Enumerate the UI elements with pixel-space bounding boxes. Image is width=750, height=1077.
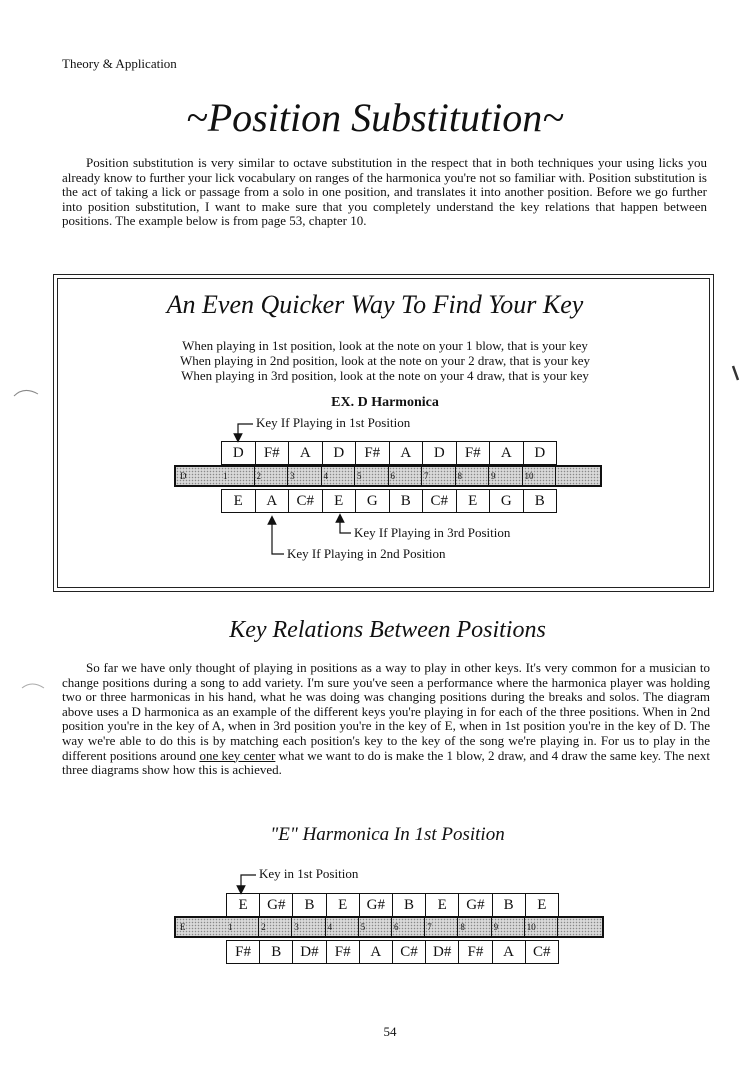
page-number: 54 (383, 1024, 397, 1039)
d-draw-note-6: B (390, 489, 424, 513)
label-key-3rd: Key If Playing in 3rd Position (354, 525, 511, 540)
e-hole-number-5: 5 (359, 918, 392, 936)
e-draw-note-10: C# (526, 940, 559, 964)
margin-mark-left-top (14, 390, 38, 396)
e-hole-number-2: 2 (259, 918, 292, 936)
d-hole-number-1: 1 (221, 467, 255, 485)
d-hole-number-8: 8 (456, 467, 490, 485)
section-text-1: So far we have only thought of playing in positions as a way to play in other keys. It's very common for a musician to change positions during a song to add variety. I'm sure you've seen a performance where the harmonica player was holding two or three harmonicas in his hand, what he was doing was changing positions during the breaks and solos. The diagram above uses a D harmonica as an example of the different keys you're playing in for each of the three positions. When in 2nd position you're in the key of A, when in 3rd position you're in the key of E, when in 1st position you're in the key of D. The way we're able to do this is by matching each position's key to the key of the song we're playing in. For us to play in the different positions around (62, 660, 710, 763)
d-blow-note-9: A (490, 441, 524, 465)
arrow-key-2nd (272, 520, 284, 554)
one-key-center-underlined: one key center (199, 747, 276, 763)
instruction-line-1st: When playing in 1st position, look at the note on your 1 blow, that is your key (182, 338, 588, 353)
e-hole-number-8: 8 (458, 918, 491, 936)
arrow-e-key-1st (241, 875, 256, 890)
e-blow-note-2: G# (260, 893, 293, 917)
e-draw-note-7: D# (426, 940, 459, 964)
d-draw-note-1: E (222, 489, 256, 513)
intro-text: Position substitution is very similar to octave substitution in the respect that in both techniques your using licks you already know to further your lick vocabulary on ranges of the harmonica you're not so familiar with. Position substitution is the act of taking a lick or passage from a solo in one position, and translates it into another position. Before we go further into position substitution, I want to make sure that you completely understand the key relations that happen between positions. The example below is from page 53, chapter 10. (62, 155, 707, 229)
e-hole-number-10: 10 (525, 918, 558, 936)
box-title: An Even Quicker Way To Find Your Key (166, 290, 584, 319)
e-harmonica-key: E (180, 922, 186, 932)
d-blow-note-1: D (222, 441, 256, 465)
e-blow-note-4: E (327, 893, 360, 917)
d-draw-note-8: E (457, 489, 491, 513)
d-blow-note-4: D (323, 441, 357, 465)
d-draw-note-10: B (524, 489, 558, 513)
d-blow-note-3: A (289, 441, 323, 465)
e-blow-note-3: B (293, 893, 326, 917)
d-hole-number-2: 2 (255, 467, 289, 485)
example-title: EX. D Harmonica (331, 395, 439, 410)
d-hole-number-3: 3 (288, 467, 322, 485)
d-draw-note-4: E (323, 489, 357, 513)
e-draw-note-9: A (493, 940, 526, 964)
arrow-key-3rd (340, 518, 351, 533)
e-draw-note-8: F# (459, 940, 492, 964)
label-key-2nd: Key If Playing in 2nd Position (287, 546, 446, 561)
label-key-1st: Key If Playing in 1st Position (256, 415, 411, 430)
d-draw-note-2: A (256, 489, 290, 513)
e-hole-number-6: 6 (392, 918, 425, 936)
d-draw-note-7: C# (423, 489, 457, 513)
e-harmonica-title: "E" Harmonica In 1st Position (270, 824, 505, 845)
d-draw-note-3: C# (289, 489, 323, 513)
d-blow-note-6: A (390, 441, 424, 465)
d-hole-number-6: 6 (389, 467, 423, 485)
d-draw-note-9: G (490, 489, 524, 513)
e-draw-note-2: B (260, 940, 293, 964)
e-blow-note-8: G# (459, 893, 492, 917)
running-header: Theory & Application (62, 56, 177, 71)
d-blow-note-8: F# (457, 441, 491, 465)
d-hole-number-7: 7 (422, 467, 456, 485)
d-blow-note-2: F# (256, 441, 290, 465)
instruction-line-3rd: When playing in 3rd position, look at the note on your 4 draw, that is your key (181, 368, 589, 383)
e-blow-note-6: B (393, 893, 426, 917)
e-draw-note-6: C# (393, 940, 426, 964)
d-blow-note-5: F# (356, 441, 390, 465)
e-hole-number-7: 7 (425, 918, 458, 936)
label-e-key-1st: Key in 1st Position (259, 866, 359, 881)
e-blow-note-5: G# (360, 893, 393, 917)
section-text-2: what we want to do is make the 1 blow, 2 draw, and 4 draw the same key. The next three diagrams show how this is achieved. (62, 747, 710, 778)
d-hole-number-5: 5 (355, 467, 389, 485)
e-draw-note-5: A (360, 940, 393, 964)
e-blow-note-10: E (526, 893, 559, 917)
e-draw-note-3: D# (293, 940, 326, 964)
d-hole-number-4: 4 (322, 467, 356, 485)
section-title: Key Relations Between Positions (229, 617, 546, 643)
d-hole-number-9: 9 (489, 467, 523, 485)
e-hole-number-1: 1 (226, 918, 259, 936)
e-hole-number-9: 9 (492, 918, 525, 936)
e-draw-note-1: F# (227, 940, 260, 964)
d-harmonica-key: D (180, 471, 187, 481)
margin-mark-left-mid (22, 684, 44, 688)
d-blow-note-7: D (423, 441, 457, 465)
d-draw-note-5: G (356, 489, 390, 513)
e-draw-note-4: F# (327, 940, 360, 964)
instruction-line-2nd: When playing in 2nd position, look at the note on your 2 draw, that is your key (179, 353, 591, 368)
arrow-key-1st (238, 424, 253, 438)
page-title: ~Position Substitution~ (186, 95, 564, 140)
e-hole-number-4: 4 (326, 918, 359, 936)
margin-mark-right (733, 366, 738, 380)
e-blow-note-7: E (426, 893, 459, 917)
e-blow-note-9: B (493, 893, 526, 917)
d-hole-number-10: 10 (523, 467, 557, 485)
e-blow-note-1: E (227, 893, 260, 917)
e-hole-number-3: 3 (292, 918, 325, 936)
d-blow-note-10: D (524, 441, 558, 465)
